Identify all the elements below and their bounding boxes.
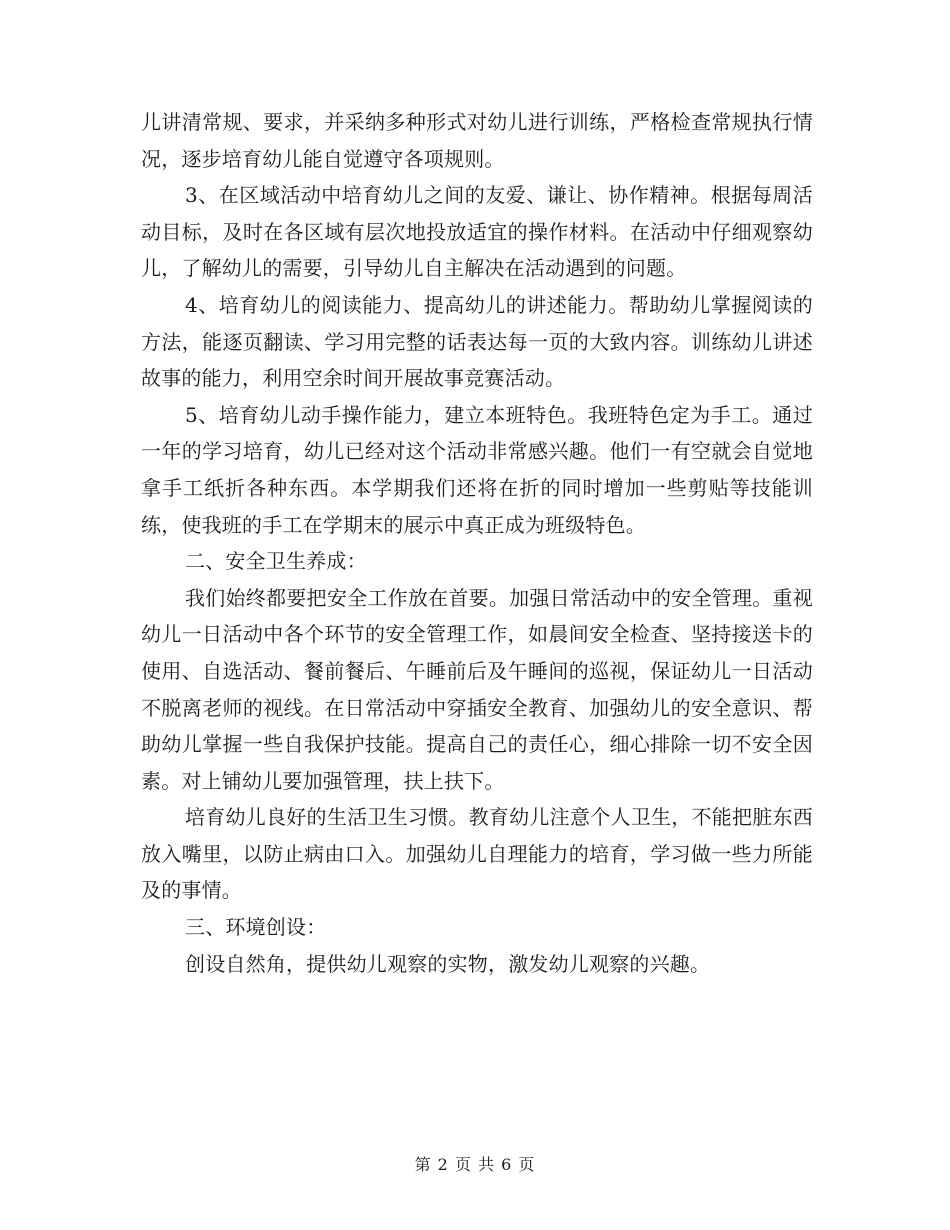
paragraph-5: 我们始终都要把安全工作放在首要。加强日常活动中的安全管理。重视幼儿一日活动中各个环节的安全管理工作，如晨间安全检查、坚持接送卡的使用、自选活动、餐前餐后、午睡前后及午睡间的巡视，保证幼儿一日活动不脱离老师的视线。在日常活动中穿插安全教育、加强幼儿的安全意识、帮助幼儿掌握一些自我保护技能。提高自己的责任心，细心排除一切不安全因素。对上铺幼儿要加强管理，扶上扶下。 [141,585,813,793]
section-heading-safety: 二、安全卫生养成： [185,549,367,574]
paragraph-2: 3、在区域活动中培育幼儿之间的友爱、谦让、协作精神。根据每周活动目标，及时在各区域有层次地投放适宜的操作材料。在活动中仔细观察幼儿，了解幼儿的需要，引导幼儿自主解决在活动遇到的问题。 [141,183,813,281]
paragraph-6: 培育幼儿良好的生活卫生习惯。教育幼儿注意个人卫生，不能把脏东西放入嘴里，以防止病由口入。加强幼儿自理能力的培育，学习做一些力所能及的事情。 [141,805,813,903]
paragraph-1: 儿讲清常规、要求，并采纳多种形式对幼儿进行训练，严格检查常规执行情况，逐步培育幼儿能自觉遵守各项规则。 [141,110,813,171]
paragraph-4: 5、培育幼儿动手操作能力，建立本班特色。我班特色定为手工。通过一年的学习培育，幼儿已经对这个活动非常感兴趣。他们一有空就会自觉地拿手工纸折各种东西。本学期我们还将在折的同时增加一些剪贴等技能训练，使我班的手工在学期末的展示中真正成为班级特色。 [141,402,813,537]
paragraph-7: 创设自然角，提供幼儿观察的实物，激发幼儿观察的兴趣。 [185,951,711,976]
document-body [141,104,813,982]
section-heading-environment: 三、环境创设： [185,915,327,940]
page-number-footer: 第 2 页 共 6 页 [414,1155,536,1174]
paragraph-3: 4、培育幼儿的阅读能力、提高幼儿的讲述能力。帮助幼儿掌握阅读的方法，能逐页翻读、学习用完整的话表达每一页的大致内容。训练幼儿讲述故事的能力，利用空余时间开展故事竞赛活动。 [141,292,813,391]
